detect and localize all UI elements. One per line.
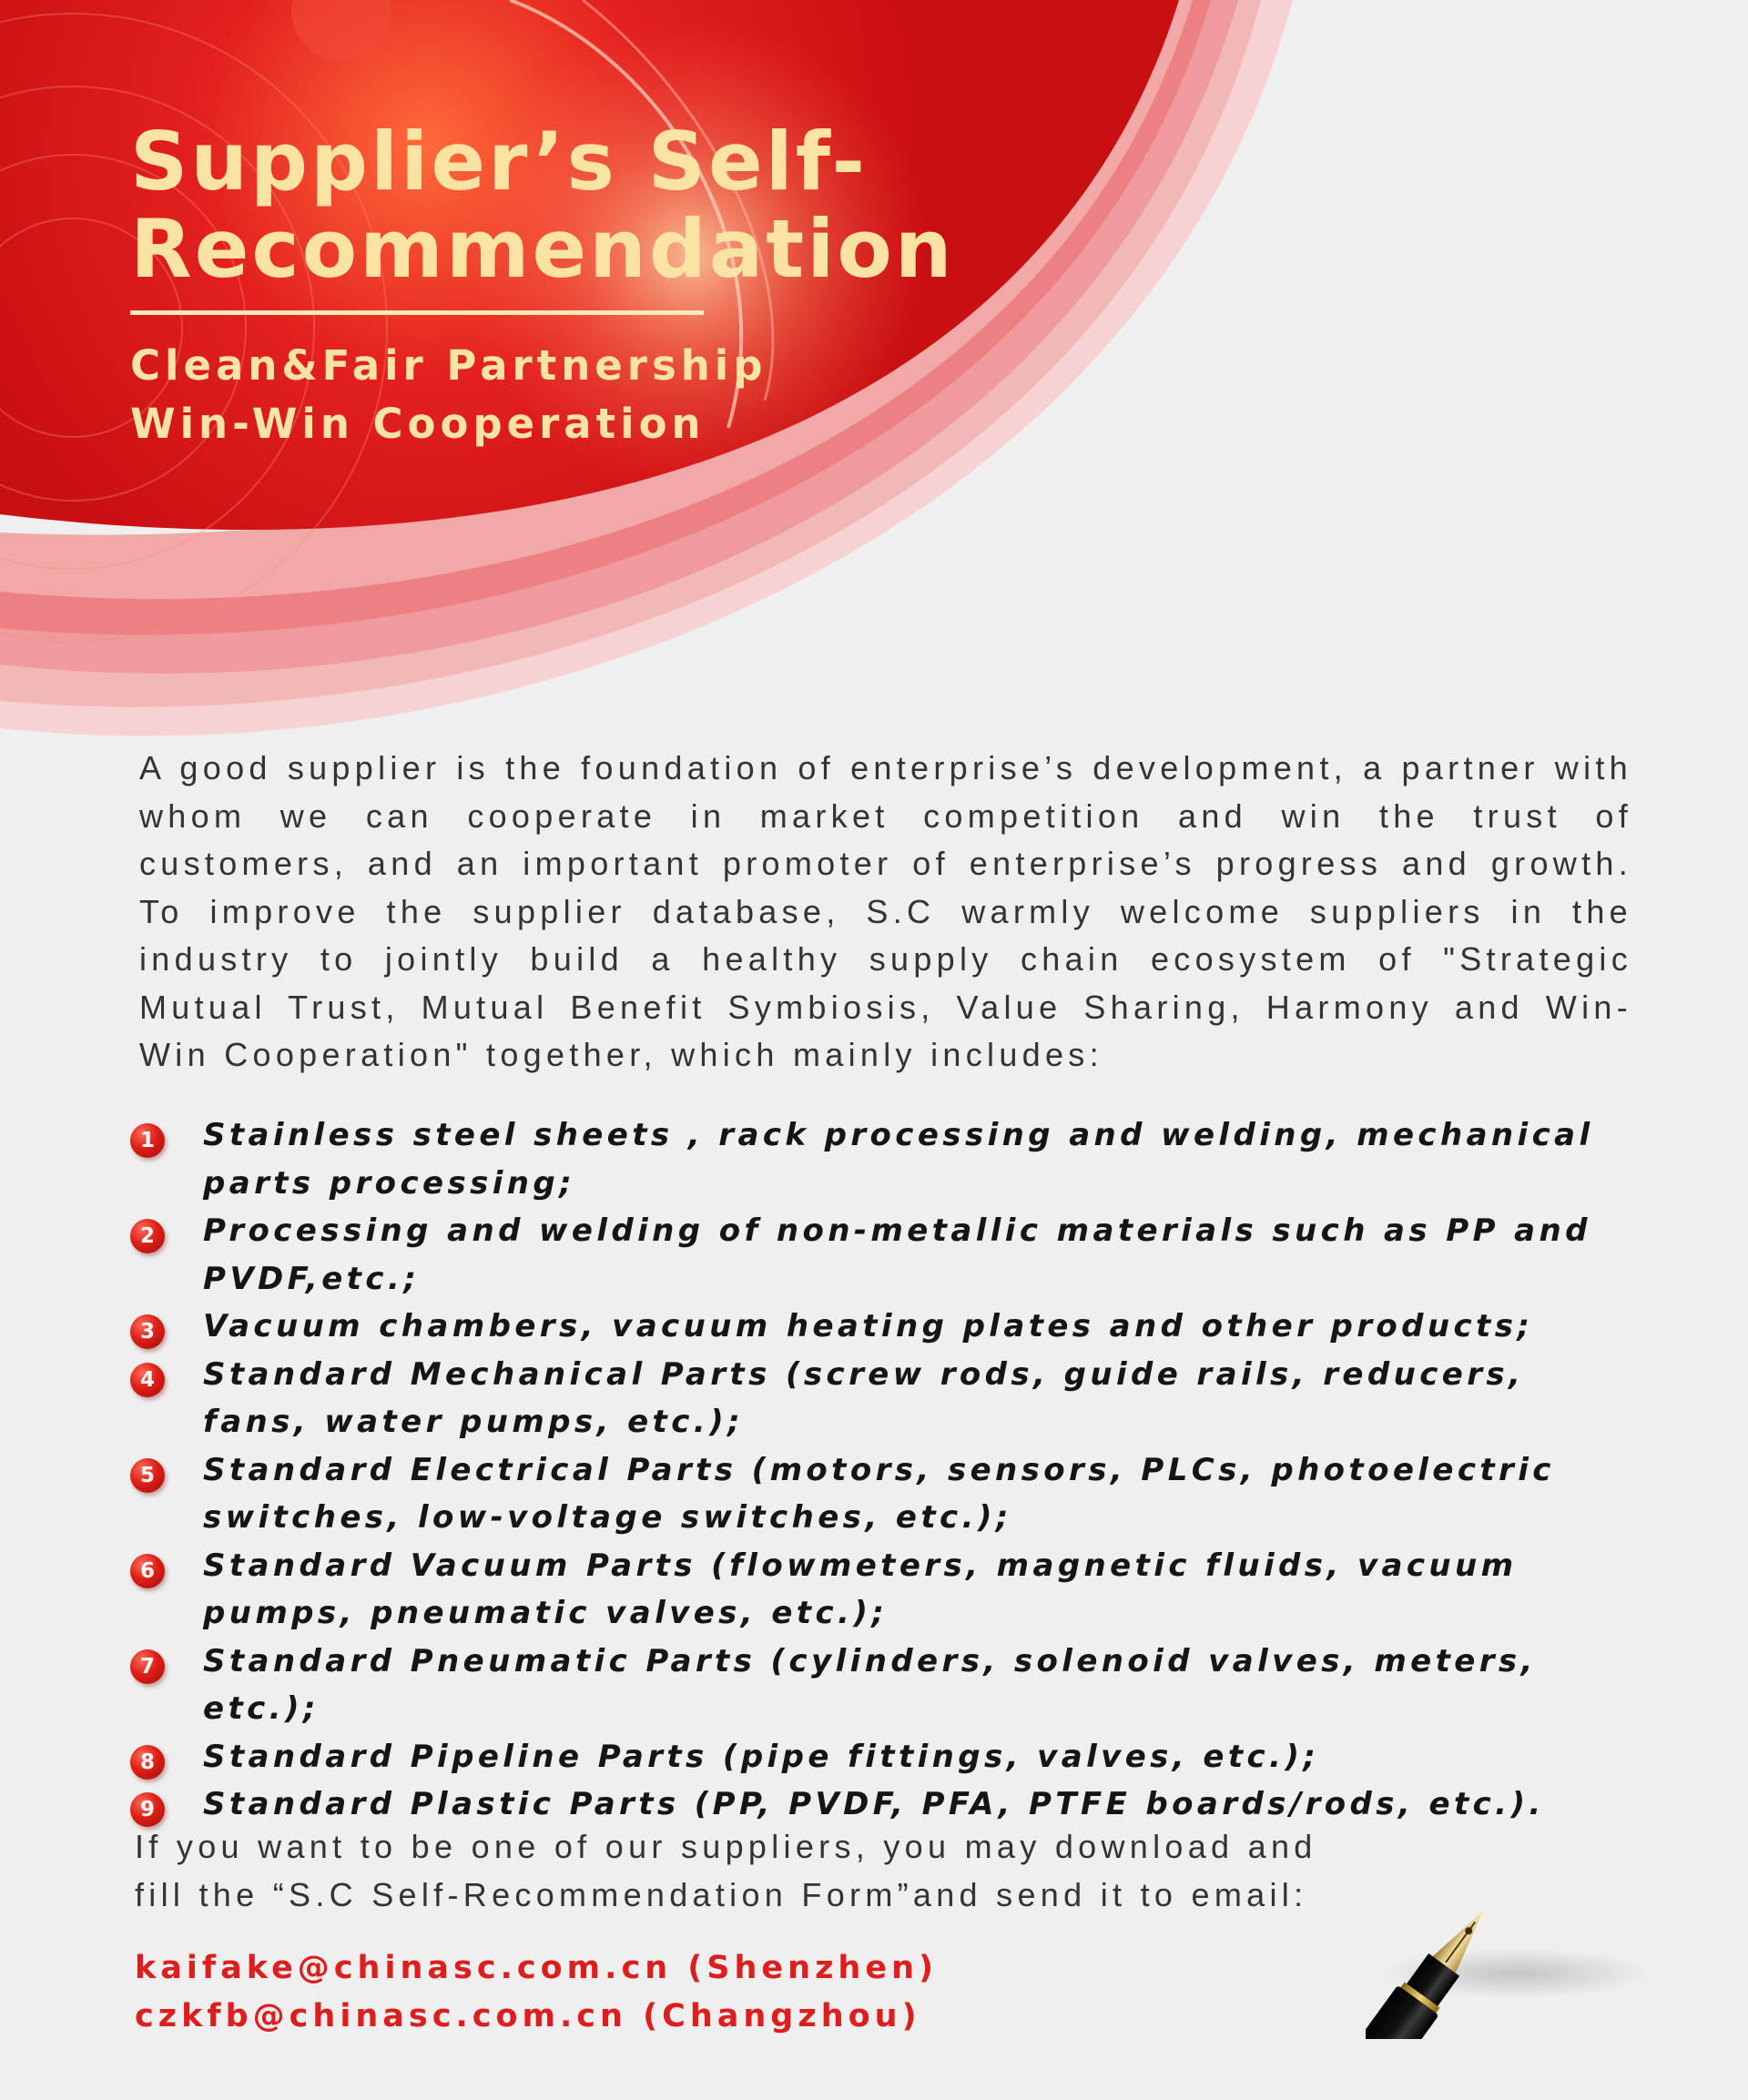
page-title (130, 115, 955, 296)
category-text: Stainless steel sheets , rack processing and welding, mechanical parts processing; (203, 1117, 1594, 1202)
fountain-pen-icon (1366, 1447, 1748, 2039)
subtitle-line: Clean&Fair Partnership (130, 341, 767, 390)
category-text: Processing and welding of non-metallic materials such as PP and PVDF,etc.; (203, 1212, 1591, 1297)
category-text: Standard Vacuum Parts (flowmeters, magnetic fluids, vacuum pumps, pneumatic valves, etc.); (203, 1547, 1518, 1631)
title-line: Recommendation (130, 202, 955, 296)
category-text: Standard Pipeline Parts (pipe fittings, valves, etc.); (203, 1738, 1320, 1775)
title-divider (130, 310, 704, 315)
category-text: Standard Mechanical Parts (screw rods, guide rails, reducers, fans, water pumps, etc.); (203, 1355, 1525, 1440)
category-text: Vacuum chambers, vacuum heating plates and other products; (203, 1308, 1534, 1344)
number-badge: 9 (130, 1792, 165, 1827)
number-badge: 8 (130, 1745, 165, 1780)
category-item (130, 1303, 1623, 1351)
category-text: Standard Pneumatic Parts (cylinders, solenoid valves, meters, etc.); (203, 1642, 1537, 1727)
call-to-action (135, 1823, 1409, 1919)
category-text: Standard Electrical Parts (motors, sensors, PLCs, photoelectric switches, low-voltage switches, etc.); (203, 1451, 1555, 1536)
page-subtitle (130, 337, 767, 453)
subtitle-line: Win-Win Cooperation (130, 400, 706, 448)
number-badge: 4 (130, 1363, 165, 1397)
category-text: Standard Plastic Parts (PP, PVDF, PFA, PTFE boards/rods, etc.). (203, 1786, 1545, 1822)
number-badge: 7 (130, 1649, 165, 1684)
number-badge: 2 (130, 1219, 165, 1253)
category-item (130, 1111, 1623, 1207)
category-item (130, 1207, 1623, 1303)
category-item (130, 1351, 1623, 1446)
intro-paragraph: A good supplier is the foundation of enterprise’s development, a partner with whom we can cooperate in market competition and win the trust of customers, and an important promoter of enterprise’s progress and growth. To improve the supplier database, S.C warmly welcome suppliers in the industry to jointly build a healthy supply chain ecosystem of "Strategic Mutual Trust, Mutual Benefit Symbiosis, Value Sharing, Harmony and Win-Win Cooperation" together, which mainly includes: (139, 749, 1632, 1073)
number-badge: 5 (130, 1458, 165, 1493)
email-link-changzhou[interactable]: czkfb@chinasc.com.cn (Changzhou) (135, 1998, 921, 2034)
number-badge: 6 (130, 1554, 165, 1588)
cta-line: fill the “S.C Self-Recommendation Form”and send it to email: (135, 1875, 1308, 1913)
number-badge: 3 (130, 1314, 165, 1349)
title-line: Supplier’s Self- (130, 115, 869, 208)
cta-line: If you want to be one of our suppliers, you may download and (135, 1828, 1317, 1865)
contact-emails (135, 1944, 938, 2041)
number-badge: 1 (130, 1123, 165, 1158)
email-link-shenzhen[interactable]: kaifake@chinasc.com.cn (Shenzhen) (135, 1950, 939, 1986)
